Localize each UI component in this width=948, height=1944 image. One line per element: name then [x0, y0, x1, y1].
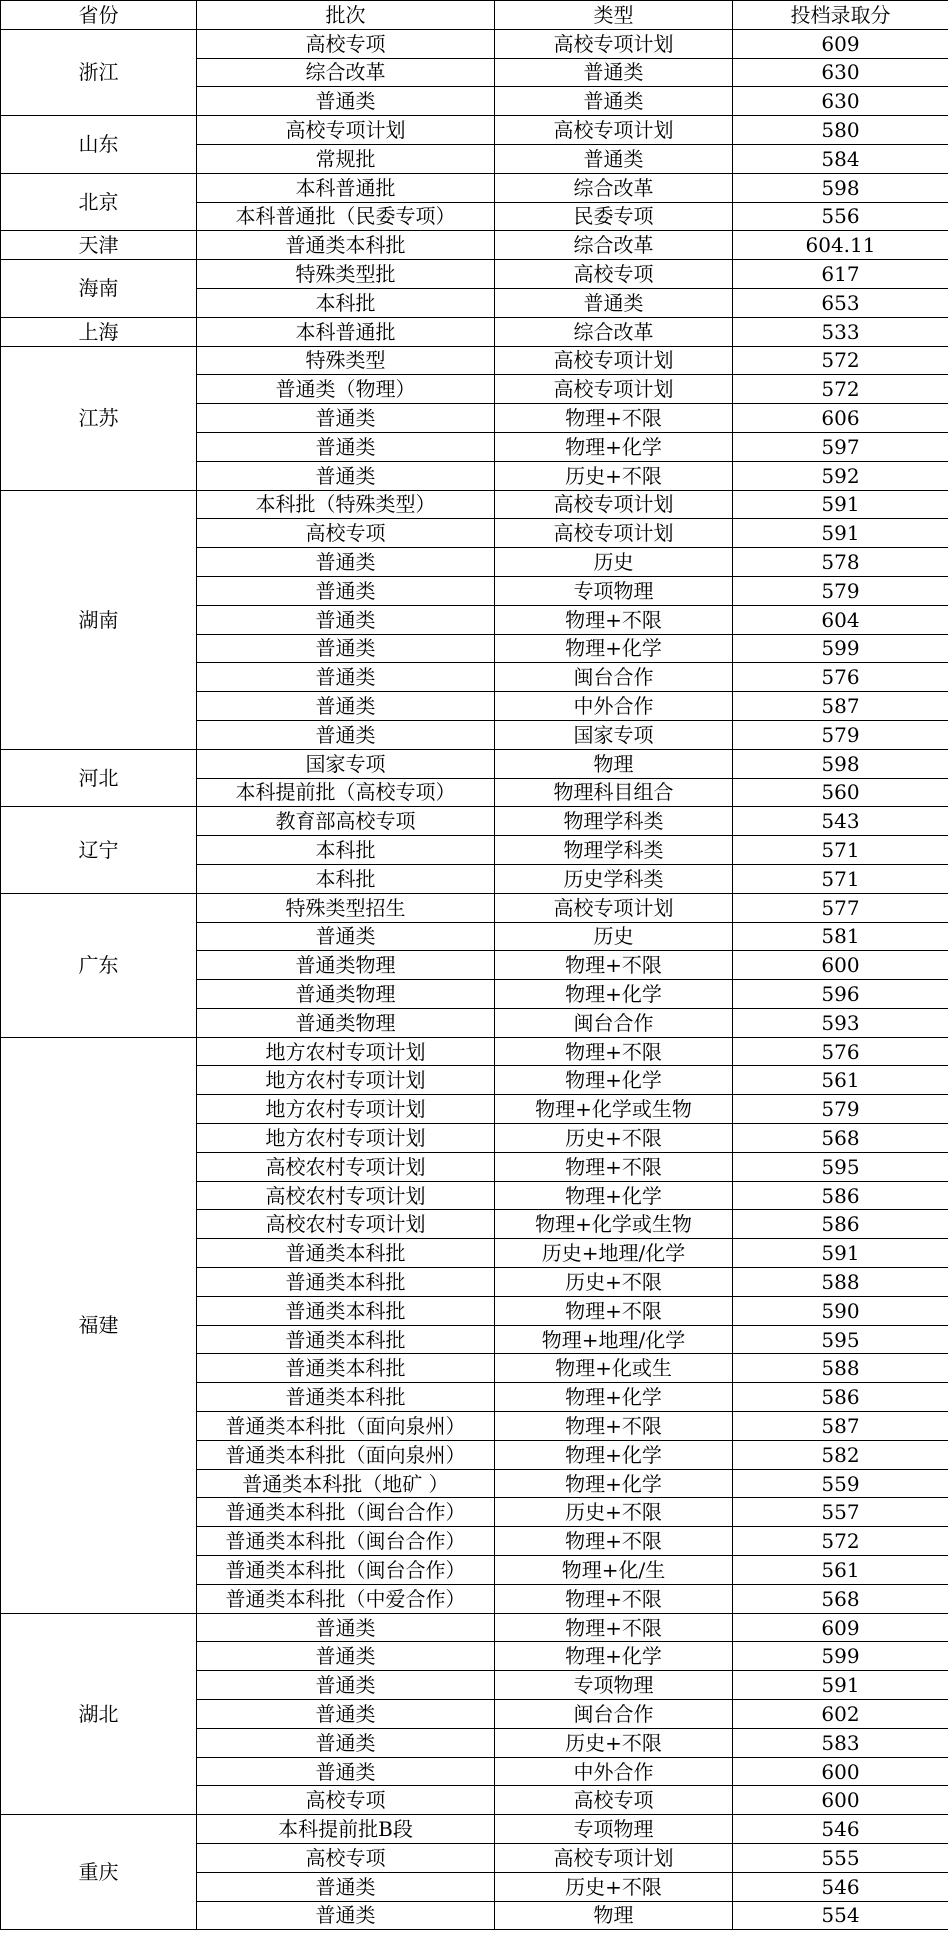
table-row [1, 1037, 948, 1066]
header-type: 类型 [495, 1, 733, 30]
score-cell: 597 [733, 432, 948, 461]
batch-cell: 普通类 [197, 922, 495, 951]
province-cell: 湖北 [1, 1613, 197, 1815]
type-cell: 普通类 [495, 87, 733, 116]
score-cell: 568 [733, 1584, 948, 1613]
type-cell: 高校专项计划 [495, 490, 733, 519]
batch-cell: 普通类本科批（闽台合作） [197, 1498, 495, 1527]
batch-cell: 高校专项 [197, 29, 495, 58]
table-row [1, 317, 948, 346]
table-row [1, 1815, 948, 1844]
batch-cell: 常规批 [197, 144, 495, 173]
type-cell: 高校专项 [495, 260, 733, 289]
type-cell: 物理+化学 [495, 1383, 733, 1412]
type-cell: 高校专项 [495, 1786, 733, 1815]
batch-cell: 普通类本科批（面向泉州） [197, 1412, 495, 1441]
score-cell: 596 [733, 980, 948, 1009]
score-cell: 576 [733, 1037, 948, 1066]
table-row [1, 807, 948, 836]
score-cell: 583 [733, 1728, 948, 1757]
batch-cell: 普通类 [197, 404, 495, 433]
type-cell: 物理+化学 [495, 634, 733, 663]
score-cell: 591 [733, 1671, 948, 1700]
score-cell: 595 [733, 1152, 948, 1181]
score-cell: 587 [733, 692, 948, 721]
batch-cell: 综合改革 [197, 58, 495, 87]
type-cell: 专项物理 [495, 1815, 733, 1844]
batch-cell: 普通类 [197, 692, 495, 721]
table-row [1, 490, 948, 519]
type-cell: 历史 [495, 548, 733, 577]
score-cell: 572 [733, 346, 948, 375]
table-body [1, 29, 948, 1930]
province-cell: 上海 [1, 317, 197, 346]
score-cell: 559 [733, 1469, 948, 1498]
province-cell: 山东 [1, 116, 197, 174]
score-cell: 576 [733, 663, 948, 692]
batch-cell: 普通类 [197, 432, 495, 461]
score-cell: 560 [733, 778, 948, 807]
score-cell: 561 [733, 1066, 948, 1095]
score-cell: 591 [733, 519, 948, 548]
score-cell: 591 [733, 1239, 948, 1268]
table-row [1, 346, 948, 375]
province-cell: 北京 [1, 173, 197, 231]
type-cell: 物理+化/生 [495, 1556, 733, 1585]
province-cell: 福建 [1, 1037, 197, 1613]
score-cell: 561 [733, 1556, 948, 1585]
score-cell: 586 [733, 1181, 948, 1210]
batch-cell: 普通类 [197, 576, 495, 605]
score-cell: 586 [733, 1210, 948, 1239]
type-cell: 普通类 [495, 144, 733, 173]
batch-cell: 地方农村专项计划 [197, 1124, 495, 1153]
batch-cell: 特殊类型招生 [197, 893, 495, 922]
batch-cell: 普通类 [197, 1872, 495, 1901]
score-cell: 579 [733, 720, 948, 749]
score-cell: 581 [733, 922, 948, 951]
type-cell: 物理+化学 [495, 980, 733, 1009]
type-cell: 物理+不限 [495, 404, 733, 433]
score-cell: 604.11 [733, 231, 948, 260]
type-cell: 民委专项 [495, 202, 733, 231]
batch-cell: 普通类本科批（中爱合作） [197, 1584, 495, 1613]
header-batch: 批次 [197, 1, 495, 30]
header-score: 投档录取分 [733, 1, 948, 30]
batch-cell: 地方农村专项计划 [197, 1066, 495, 1095]
type-cell: 物理+不限 [495, 605, 733, 634]
score-cell: 604 [733, 605, 948, 634]
batch-cell: 普通类本科批（闽台合作） [197, 1527, 495, 1556]
type-cell: 物理+不限 [495, 1584, 733, 1613]
score-cell: 653 [733, 288, 948, 317]
batch-cell: 本科批 [197, 836, 495, 865]
province-cell: 江苏 [1, 346, 197, 490]
batch-cell: 普通类本科批 [197, 231, 495, 260]
province-cell: 海南 [1, 260, 197, 318]
type-cell: 物理学科类 [495, 807, 733, 836]
score-cell: 593 [733, 1008, 948, 1037]
type-cell: 国家专项 [495, 720, 733, 749]
batch-cell: 高校农村专项计划 [197, 1152, 495, 1181]
type-cell: 综合改革 [495, 231, 733, 260]
score-cell: 554 [733, 1901, 948, 1930]
batch-cell: 高校专项 [197, 1786, 495, 1815]
type-cell: 中外合作 [495, 1757, 733, 1786]
batch-cell: 普通类本科批（闽台合作） [197, 1556, 495, 1585]
batch-cell: 普通类本科批 [197, 1325, 495, 1354]
batch-cell: 本科批 [197, 864, 495, 893]
type-cell: 物理+化学 [495, 1642, 733, 1671]
score-cell: 630 [733, 58, 948, 87]
type-cell: 物理+化或生 [495, 1354, 733, 1383]
table-row [1, 1613, 948, 1642]
score-cell: 591 [733, 490, 948, 519]
type-cell: 物理+不限 [495, 1152, 733, 1181]
batch-cell: 普通类 [197, 1613, 495, 1642]
type-cell: 物理+不限 [495, 1037, 733, 1066]
score-cell: 595 [733, 1325, 948, 1354]
type-cell: 历史+不限 [495, 1728, 733, 1757]
score-cell: 543 [733, 807, 948, 836]
score-cell: 579 [733, 576, 948, 605]
table-row [1, 231, 948, 260]
type-cell: 高校专项计划 [495, 1844, 733, 1873]
type-cell: 高校专项计划 [495, 29, 733, 58]
score-cell: 587 [733, 1412, 948, 1441]
batch-cell: 地方农村专项计划 [197, 1095, 495, 1124]
score-cell: 582 [733, 1440, 948, 1469]
batch-cell: 本科普通批（民委专项） [197, 202, 495, 231]
type-cell: 物理+不限 [495, 951, 733, 980]
type-cell: 历史学科类 [495, 864, 733, 893]
score-cell: 598 [733, 173, 948, 202]
batch-cell: 高校专项 [197, 519, 495, 548]
type-cell: 物理科目组合 [495, 778, 733, 807]
score-cell: 533 [733, 317, 948, 346]
score-cell: 599 [733, 1642, 948, 1671]
type-cell: 物理+不限 [495, 1412, 733, 1441]
score-cell: 600 [733, 951, 948, 980]
type-cell: 高校专项计划 [495, 116, 733, 145]
province-cell: 辽宁 [1, 807, 197, 893]
batch-cell: 普通类 [197, 1901, 495, 1930]
score-cell: 592 [733, 461, 948, 490]
score-cell: 556 [733, 202, 948, 231]
score-cell: 609 [733, 29, 948, 58]
batch-cell: 地方农村专项计划 [197, 1037, 495, 1066]
batch-cell: 普通类 [197, 1757, 495, 1786]
type-cell: 物理+化学 [495, 1469, 733, 1498]
batch-cell: 特殊类型批 [197, 260, 495, 289]
type-cell: 中外合作 [495, 692, 733, 721]
type-cell: 历史+地理/化学 [495, 1239, 733, 1268]
score-cell: 609 [733, 1613, 948, 1642]
score-cell: 555 [733, 1844, 948, 1873]
type-cell: 高校专项计划 [495, 375, 733, 404]
batch-cell: 普通类 [197, 1700, 495, 1729]
header-province: 省份 [1, 1, 197, 30]
score-cell: 586 [733, 1383, 948, 1412]
score-cell: 598 [733, 749, 948, 778]
score-cell: 571 [733, 836, 948, 865]
batch-cell: 普通类物理 [197, 1008, 495, 1037]
batch-cell: 本科批（特殊类型） [197, 490, 495, 519]
type-cell: 物理+地理/化学 [495, 1325, 733, 1354]
batch-cell: 普通类 [197, 720, 495, 749]
batch-cell: 普通类本科批 [197, 1268, 495, 1297]
table-row [1, 749, 948, 778]
type-cell: 历史+不限 [495, 1268, 733, 1297]
batch-cell: 普通类物理 [197, 980, 495, 1009]
batch-cell: 普通类 [197, 1728, 495, 1757]
province-cell: 广东 [1, 893, 197, 1037]
type-cell: 历史 [495, 922, 733, 951]
type-cell: 历史+不限 [495, 1498, 733, 1527]
type-cell: 专项物理 [495, 1671, 733, 1700]
batch-cell: 普通类 [197, 634, 495, 663]
batch-cell: 普通类 [197, 87, 495, 116]
batch-cell: 普通类本科批 [197, 1354, 495, 1383]
batch-cell: 本科提前批B段 [197, 1815, 495, 1844]
score-cell: 606 [733, 404, 948, 433]
batch-cell: 普通类（物理） [197, 375, 495, 404]
type-cell: 物理+化学或生物 [495, 1095, 733, 1124]
province-cell: 重庆 [1, 1815, 197, 1930]
type-cell: 物理+不限 [495, 1527, 733, 1556]
batch-cell: 本科批 [197, 288, 495, 317]
type-cell: 闽台合作 [495, 663, 733, 692]
type-cell: 高校专项计划 [495, 346, 733, 375]
type-cell: 历史+不限 [495, 461, 733, 490]
batch-cell: 国家专项 [197, 749, 495, 778]
batch-cell: 普通类本科批 [197, 1383, 495, 1412]
batch-cell: 普通类 [197, 605, 495, 634]
score-cell: 571 [733, 864, 948, 893]
type-cell: 物理 [495, 749, 733, 778]
score-cell: 588 [733, 1268, 948, 1297]
score-cell: 600 [733, 1757, 948, 1786]
type-cell: 物理学科类 [495, 836, 733, 865]
table-row [1, 29, 948, 58]
type-cell: 物理+不限 [495, 1296, 733, 1325]
score-cell: 602 [733, 1700, 948, 1729]
score-cell: 578 [733, 548, 948, 577]
type-cell: 物理+化学 [495, 1066, 733, 1095]
table-row [1, 116, 948, 145]
batch-cell: 本科提前批（高校专项） [197, 778, 495, 807]
batch-cell: 普通类 [197, 1671, 495, 1700]
type-cell: 普通类 [495, 288, 733, 317]
batch-cell: 高校农村专项计划 [197, 1210, 495, 1239]
type-cell: 历史+不限 [495, 1872, 733, 1901]
score-cell: 546 [733, 1815, 948, 1844]
score-cell: 630 [733, 87, 948, 116]
type-cell: 高校专项计划 [495, 519, 733, 548]
score-cell: 577 [733, 893, 948, 922]
type-cell: 物理+不限 [495, 1613, 733, 1642]
batch-cell: 普通类本科批 [197, 1296, 495, 1325]
type-cell: 历史+不限 [495, 1124, 733, 1153]
province-cell: 浙江 [1, 29, 197, 115]
type-cell: 物理+化学 [495, 432, 733, 461]
score-cell: 600 [733, 1786, 948, 1815]
batch-cell: 普通类物理 [197, 951, 495, 980]
batch-cell: 本科普通批 [197, 317, 495, 346]
type-cell: 闽台合作 [495, 1700, 733, 1729]
type-cell: 物理+化学 [495, 1440, 733, 1469]
score-cell: 572 [733, 375, 948, 404]
province-cell: 河北 [1, 749, 197, 807]
batch-cell: 普通类 [197, 663, 495, 692]
type-cell: 普通类 [495, 58, 733, 87]
type-cell: 高校专项计划 [495, 893, 733, 922]
score-cell: 588 [733, 1354, 948, 1383]
type-cell: 综合改革 [495, 173, 733, 202]
type-cell: 物理 [495, 1901, 733, 1930]
batch-cell: 本科普通批 [197, 173, 495, 202]
score-cell: 579 [733, 1095, 948, 1124]
province-cell: 湖南 [1, 490, 197, 749]
table-row [1, 173, 948, 202]
score-cell: 572 [733, 1527, 948, 1556]
batch-cell: 普通类本科批 [197, 1239, 495, 1268]
score-cell: 546 [733, 1872, 948, 1901]
score-cell: 599 [733, 634, 948, 663]
batch-cell: 普通类 [197, 1642, 495, 1671]
table-row [1, 260, 948, 289]
score-cell: 568 [733, 1124, 948, 1153]
header-row [1, 1, 948, 30]
batch-cell: 高校专项计划 [197, 116, 495, 145]
batch-cell: 普通类本科批（面向泉州） [197, 1440, 495, 1469]
batch-cell: 普通类本科批（地矿 ） [197, 1469, 495, 1498]
type-cell: 综合改革 [495, 317, 733, 346]
batch-cell: 高校农村专项计划 [197, 1181, 495, 1210]
score-cell: 617 [733, 260, 948, 289]
type-cell: 闽台合作 [495, 1008, 733, 1037]
batch-cell: 普通类 [197, 461, 495, 490]
batch-cell: 教育部高校专项 [197, 807, 495, 836]
score-cell: 590 [733, 1296, 948, 1325]
score-cell: 557 [733, 1498, 948, 1527]
batch-cell: 特殊类型 [197, 346, 495, 375]
batch-cell: 普通类 [197, 548, 495, 577]
score-cell: 580 [733, 116, 948, 145]
table-row [1, 893, 948, 922]
type-cell: 专项物理 [495, 576, 733, 605]
province-cell: 天津 [1, 231, 197, 260]
batch-cell: 高校专项 [197, 1844, 495, 1873]
score-cell: 584 [733, 144, 948, 173]
type-cell: 物理+化学或生物 [495, 1210, 733, 1239]
type-cell: 物理+化学 [495, 1181, 733, 1210]
